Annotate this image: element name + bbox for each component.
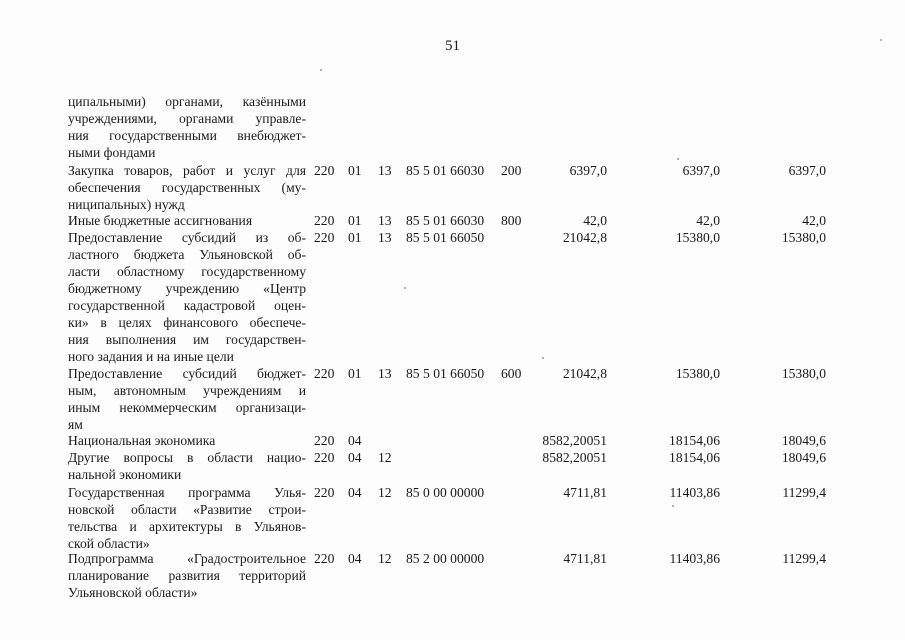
target-item-cell: 85 2 00 00000: [406, 551, 485, 566]
amount-year2-cell: 15380,0: [675, 366, 720, 381]
description-line: государственной кадастровой оцен-: [68, 298, 306, 313]
amount-year1-cell: 4711,81: [563, 485, 607, 500]
target-item-cell: 85 5 01 66050: [406, 230, 485, 245]
description-line: Другие вопросы в области нацио-: [68, 450, 306, 465]
subsection-code-cell: 13: [378, 230, 392, 245]
expense-type-cell: 600: [501, 366, 522, 381]
amount-year2-cell: 11403,86: [669, 485, 720, 500]
expense-type-cell: 200: [501, 163, 522, 178]
admin-code-cell: 220: [314, 485, 335, 500]
description-line: Подпрограмма «Градостроительное: [68, 551, 306, 566]
row-description: [68, 212, 306, 229]
target-item-cell: 85 5 01 66050: [406, 366, 485, 381]
section-code-cell: 01: [348, 366, 362, 381]
amount-year2-cell: 6397,0: [682, 163, 720, 178]
amount-year2-cell: 11403,86: [669, 551, 720, 566]
target-item-cell: 85 0 00 00000: [406, 485, 485, 500]
target-item-cell: 85 5 01 66030: [406, 213, 485, 228]
scan-speck: [320, 69, 322, 71]
description-line: Предоставление субсидий из об-: [68, 230, 306, 245]
admin-code-cell: 220: [314, 213, 335, 228]
scan-speck: [880, 39, 882, 41]
admin-code-cell: 220: [314, 450, 335, 465]
amount-year1-cell: 42,0: [583, 213, 607, 228]
description-line: тельства и архитектуры в Ульянов-: [68, 519, 306, 534]
description-line: ки» в целях финансового обеспече-: [68, 315, 306, 330]
amount-year1-cell: 8582,20051: [542, 433, 607, 448]
description-line: ской области»: [68, 536, 150, 551]
admin-code-cell: 220: [314, 163, 335, 178]
amount-year2-cell: 42,0: [696, 213, 720, 228]
description-line: обеспечения государственных (му-: [68, 180, 306, 195]
description-line: ласти областному государственному: [68, 264, 306, 279]
scan-speck: [404, 287, 406, 289]
description-line: Предоставление субсидий бюджет-: [68, 366, 306, 381]
amount-year3-cell: 15380,0: [781, 230, 826, 245]
section-code-cell: 01: [348, 163, 362, 178]
amount-year3-cell: 11299,4: [782, 485, 826, 500]
amount-year3-cell: 6397,0: [788, 163, 826, 178]
section-code-cell: 01: [348, 230, 362, 245]
row-description: [68, 162, 306, 213]
amount-year3-cell: 42,0: [802, 213, 826, 228]
row-description: [68, 93, 306, 161]
subsection-code-cell: 12: [378, 450, 392, 465]
amount-year2-cell: 15380,0: [675, 230, 720, 245]
amount-year1-cell: 21042,8: [562, 230, 607, 245]
description-line: ными фондами: [68, 145, 156, 160]
description-line: Национальная экономика: [68, 433, 216, 448]
amount-year1-cell: 21042,8: [562, 366, 607, 381]
description-line: нальной экономики: [68, 467, 182, 482]
amount-year3-cell: 11299,4: [782, 551, 826, 566]
subsection-code-cell: 12: [378, 551, 392, 566]
description-line: Закупка товаров, работ и услуг для: [68, 163, 306, 178]
description-line: ниципальных) нужд: [68, 197, 185, 212]
row-description: [68, 484, 306, 552]
expense-type-cell: 800: [501, 213, 522, 228]
amount-year2-cell: 18154,06: [669, 450, 720, 465]
description-line: бюджетному учреждению «Центр: [68, 281, 306, 296]
row-description: [68, 550, 306, 601]
subsection-code-cell: 13: [378, 366, 392, 381]
admin-code-cell: 220: [314, 551, 335, 566]
amount-year1-cell: 6397,0: [569, 163, 607, 178]
description-line: ния государственными внебюджет-: [68, 128, 306, 143]
description-line: ям: [68, 417, 83, 432]
target-item-cell: 85 5 01 66030: [406, 163, 485, 178]
row-description: [68, 432, 306, 449]
row-description: [68, 229, 306, 365]
description-line: ным, автономным учреждениям и: [68, 383, 306, 398]
section-code-cell: 04: [348, 551, 362, 566]
description-line: ластного бюджета Ульяновской об-: [68, 247, 306, 262]
description-line: иным некоммерческим организаци-: [68, 400, 306, 415]
section-code-cell: 01: [348, 213, 362, 228]
row-description: [68, 449, 306, 483]
subsection-code-cell: 12: [378, 485, 392, 500]
scan-speck: [677, 158, 679, 160]
description-line: Государственная программа Улья-: [68, 485, 306, 500]
description-line: Иные бюджетные ассигнования: [68, 213, 253, 228]
scan-speck: [542, 357, 544, 359]
section-code-cell: 04: [348, 450, 362, 465]
subsection-code-cell: 13: [378, 213, 392, 228]
scan-speck: [672, 505, 674, 507]
amount-year1-cell: 4711,81: [563, 551, 607, 566]
page-number: 51: [445, 38, 460, 54]
admin-code-cell: 220: [314, 230, 335, 245]
description-line: ния выполнения им государствен-: [68, 332, 306, 347]
admin-code-cell: 220: [314, 433, 335, 448]
row-description: [68, 365, 306, 433]
amount-year3-cell: 15380,0: [781, 366, 826, 381]
amount-year2-cell: 18154,06: [669, 433, 720, 448]
amount-year3-cell: 18049,6: [781, 433, 826, 448]
amount-year1-cell: 8582,20051: [542, 450, 607, 465]
description-line: ного задания и на иные цели: [68, 349, 234, 364]
amount-year3-cell: 18049,6: [781, 450, 826, 465]
description-line: Ульяновской области»: [68, 585, 198, 600]
description-line: ципальными) органами, казёнными: [68, 94, 306, 109]
description-line: планирование развития территорий: [68, 568, 306, 583]
description-line: новской области «Развитие строи-: [68, 502, 306, 517]
section-code-cell: 04: [348, 433, 362, 448]
section-code-cell: 04: [348, 485, 362, 500]
description-line: учреждениями, органами управле-: [68, 111, 306, 126]
subsection-code-cell: 13: [378, 163, 392, 178]
admin-code-cell: 220: [314, 366, 335, 381]
